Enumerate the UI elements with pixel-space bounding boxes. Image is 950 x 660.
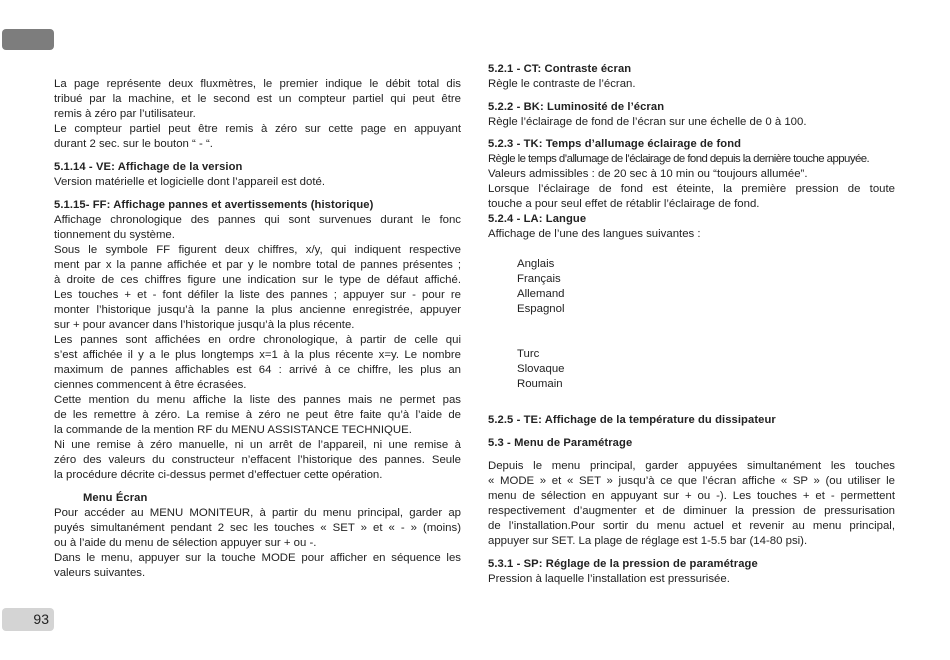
text-line: respectivement d’augmenter et de diminuer la pression de pressurisation: [488, 505, 895, 517]
text-line: durant 2 sec. sur le bouton “ - “.: [54, 138, 213, 150]
text-line: la commande de la mention RF du MENU ASSISTANCE TECHNIQUE.: [54, 424, 412, 436]
text-line: ciennes commencent à être écrasées.: [54, 379, 247, 391]
text-line: Pression à laquelle l’installation est pressurisée.: [488, 573, 730, 585]
text-line: Le compteur partiel peut être remis à zéro sur cette page en appuyant: [54, 123, 461, 135]
text-line: Sous le symbole FF figurent deux chiffres, x/y, qui indiquent respective: [54, 244, 461, 256]
language-item: Allemand: [517, 288, 565, 300]
language-item: Slovaque: [517, 363, 565, 375]
text-line: Règle le temps d’allumage de l’éclairage de fond depuis la dernière touche appuyée.: [488, 153, 870, 165]
text-line: de l’installation.Pour sortir du menu actuel et revenir au menu principal,: [488, 520, 895, 532]
language-item: Turc: [517, 348, 540, 360]
text-line: sur + pour avancer dans l’historique jusqu’à la plus récente.: [54, 319, 355, 331]
text-line: ment par x la panne affichée et par y le nombre total de pannes présentes ;: [54, 259, 461, 271]
section-heading: 5.2.5 - TE: Affichage de la température du dissipateur: [488, 414, 776, 426]
text-line: Les pannes sont affichées en ordre chronologique, à partir de celle qui: [54, 334, 461, 346]
text-line: tribué par la machine, et le second est un compteur partiel qui peut être: [54, 93, 461, 105]
text-line: la procédure décrite ci-dessus permet d’effectuer cette opération.: [54, 469, 383, 481]
text-line: Pour accéder au MENU MONITEUR, à partir du menu principal, garder ap: [54, 507, 461, 519]
text-line: Règle l’éclairage de fond de l’écran sur une échelle de 0 à 100.: [488, 116, 807, 128]
text-line: tionnement du système.: [54, 229, 175, 241]
page-number: 93: [33, 611, 49, 627]
section-heading: 5.2.2 - BK: Luminosité de l’écran: [488, 101, 665, 113]
language-item: Français: [517, 273, 561, 285]
page-number-box: [2, 608, 54, 631]
text-line: Version matérielle et logicielle dont l’appareil est doté.: [54, 176, 325, 188]
language-item: Roumain: [517, 378, 563, 390]
text-line: Valeurs admissibles : de 20 sec à 10 min ou “toujours allumée”.: [488, 168, 808, 180]
section-heading: 5.2.3 - TK: Temps d’allumage éclairage de fond: [488, 138, 742, 150]
text-line: Affichage chronologique des pannes qui sont survenues durant le fonc: [54, 214, 461, 226]
language-item: Anglais: [517, 258, 555, 270]
section-heading: 5.3 - Menu de Paramétrage: [488, 437, 633, 449]
text-line: zéro des valeurs du constructeur n’effacent l’historique des pannes. Seule: [54, 454, 461, 466]
section-tab: [2, 29, 54, 50]
text-line: Depuis le menu principal, garder appuyées simultanément les touches: [488, 460, 895, 472]
text-line: de les remettre à zéro. La remise à zéro ne peut être faite qu’à l’aide de: [54, 409, 461, 421]
text-line: Cette mention du menu affiche la liste des pannes mais ne permet pas: [54, 394, 461, 406]
text-line: valeurs suivantes.: [54, 567, 146, 579]
text-line: Ni une remise à zéro manuelle, ni un arrêt de l’appareil, ni une remise à: [54, 439, 461, 451]
text-line: Lorsque l’éclairage de fond est éteinte, la première pression de toute: [488, 183, 895, 195]
text-line: menu de sélection en appuyant sur + ou -). Les touches + et - permettent: [488, 490, 895, 502]
section-heading: 5.2.4 - LA: Langue: [488, 213, 587, 225]
text-line: « MODE » et « SET » jusqu’à ce que l’écran affiche « SP » (ou utiliser le: [488, 475, 895, 487]
text-line: ou à l’aide du menu de sélection appuyer sur + ou -.: [54, 537, 317, 549]
section-heading: 5.1.14 - VE: Affichage de la version: [54, 161, 243, 173]
language-item: Espagnol: [517, 303, 565, 315]
text-line: La page représente deux fluxmètres, le premier indique le débit total dis: [54, 78, 461, 90]
text-line: Dans le menu, appuyer sur la touche MODE pour afficher en séquence les: [54, 552, 461, 564]
text-line: Affichage de l’une des langues suivantes :: [488, 228, 701, 240]
section-heading: 5.3.1 - SP: Réglage de la pression de paramétrage: [488, 558, 758, 570]
text-line: maximum de pannes affichables est 64 : arrivé à ce chiffre, les plus an: [54, 364, 461, 376]
section-heading: 5.2.1 - CT: Contraste écran: [488, 63, 632, 75]
text-line: s’est affichée il y a le plus longtemps x=1 à la plus récente x=y. Le nombre: [54, 349, 461, 361]
text-line: Règle le contraste de l’écran.: [488, 78, 636, 90]
text-line: remis à zéro par l’utilisateur.: [54, 108, 196, 120]
text-line: puyés simultanément pendant 2 sec les touches « SET » et « - » (moins): [54, 522, 461, 534]
text-line: Les touches + et - font défiler la liste des pannes ; appuyer sur - pour re: [54, 289, 461, 301]
text-line: à droite de ces chiffres figure une indication sur le type de défaut affiché.: [54, 274, 461, 286]
text-line: monter l’historique jusqu’à la panne la plus ancienne enregistrée, appuyer: [54, 304, 461, 316]
text-line: appuyer sur SET. La plage de réglage est 1-5.5 bar (14-80 psi).: [488, 535, 808, 547]
text-line: touche a pour seul effet de rétablir l’éclairage de fond.: [488, 198, 760, 210]
section-heading: Menu Écran: [83, 492, 148, 504]
section-heading: 5.1.15- FF: Affichage pannes et avertissements (historique): [54, 199, 374, 211]
